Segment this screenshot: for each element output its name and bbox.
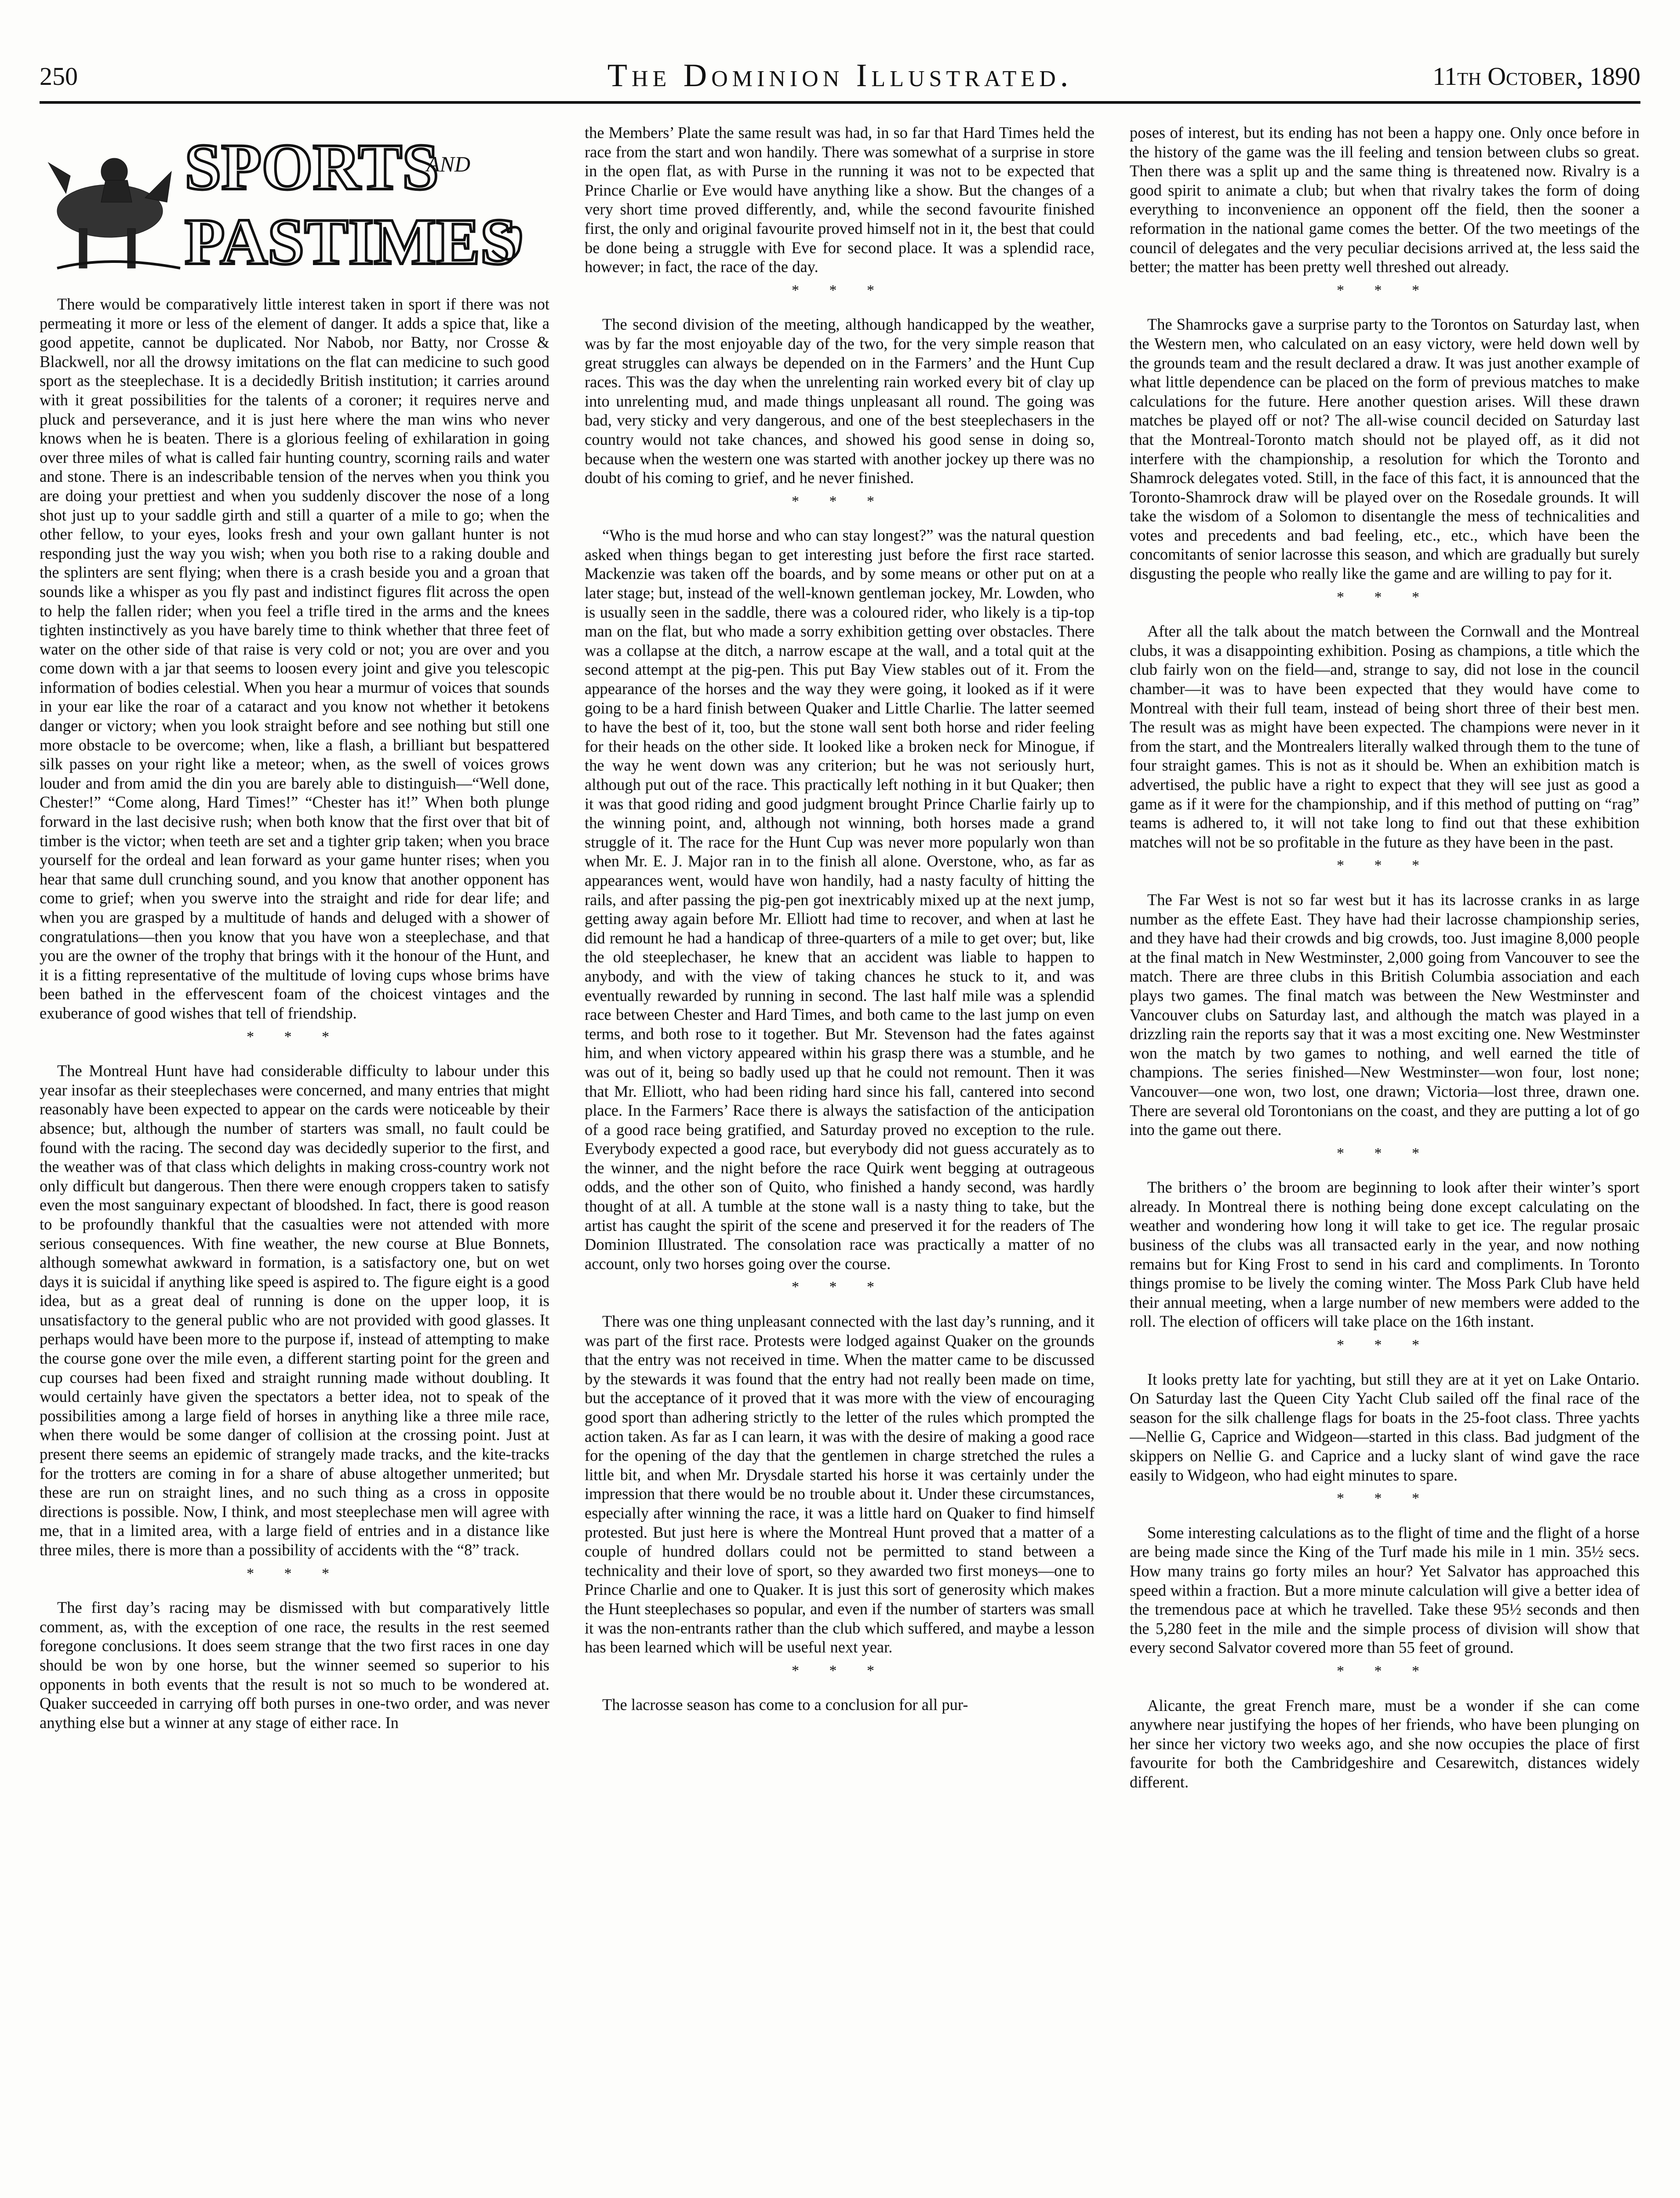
column-3 bbox=[1130, 123, 1640, 2198]
issue-date: 11th October, 1890 bbox=[1433, 62, 1640, 91]
column-2 bbox=[585, 123, 1095, 2198]
paragraph: poses of interest, but its ending has not been a happy one. Only once before in the history of the game was the ill feeling and tension between clubs so great. Then there was a split up and the same thing is threatened now. Rivalry is a good spirit to animate a club; but when that rivalry takes the form of doing everything to inconvenience an opponent off the field, then the sooner a reformation in the national game comes the better. Of the two meetings of the council of delegates and the very peculiar decisions arrived at, the less said the better; the matter has been pretty well threshed out already. bbox=[1130, 124, 1640, 276]
section-separator: * * * bbox=[1337, 1145, 1433, 1161]
section-separator: * * * bbox=[1337, 1337, 1433, 1354]
paragraph: Some interesting calculations as to the flight of time and the flight of a horse are being made since the King of the Turf made his mile in 1 min. 35½ secs. How many trains go forty miles an hour? Yet Salvator has approached this speed within a fraction. But a more minute calculation will give a better idea of the tremendous pace at which he travelled. Take these 95½ seconds and then the 5,280 feet in the mile and the simple process of division will show that every second Salvator covered more than 55 feet of ground. bbox=[1130, 1523, 1640, 1657]
section-separator: * * * bbox=[247, 1565, 342, 1582]
page-header bbox=[40, 53, 1640, 104]
paragraph: The lacrosse season has come to a conclusion for all pur- bbox=[602, 1696, 968, 1714]
headpiece-word-pastimes: PASTIMES bbox=[185, 205, 517, 278]
paragraph: Alicante, the great French mare, must be a wonder if she can come anywhere near justifying the hopes of her friends, who have been plunging on her since her victory two weeks ago, and she now occupies the place of first favourite for both the Cambridgeshire and Cesarewitch, distances widely different. bbox=[1130, 1696, 1640, 1791]
section-separator: * * * bbox=[792, 493, 887, 509]
section-separator: * * * bbox=[792, 282, 887, 298]
paragraph: The Shamrocks gave a surprise party to the Torontos on Saturday last, when the Western men, who calculated on an easy victory, were held down well by the grounds team and the result declared a draw. It was just another example of what little dependence can be placed on the form of previous matches to make calculations for the future. Here another question arises. Will these drawn matches be played off or not? The all-wise council decided on Saturday last that the Montreal-Toronto match should not be played off, as it did not interfere with the championship, a resolution for which the Toronto and Shamrock delegates voted. Still, in the face of this fact, it is announced that the Toronto-Shamrock draw will be played over on the Rosedale grounds. It will take the wisdom of a Solomon to disentangle the mess of technicalities and votes and precedents and bad feeling, etc., etc., which have been the concomitants of senior lacrosse this season, and which are gradually but surely disgusting the people who really like the game and are willing to pay for it. bbox=[1130, 315, 1640, 583]
column-1 bbox=[40, 123, 549, 2198]
section-separator: * * * bbox=[1337, 589, 1433, 605]
paragraph: After all the talk about the match between the Cornwall and the Montreal clubs, it was a disappointing exhibition. Posing as champions, a title which the club fairly won on the field—and, strange to say, did not lose in the council chamber—it was to have been expected that they would have come to Montreal with their full team, instead of being short three of their best men. The result was as might have been expected. The champions were never in it from the start, and the Montrealers literally walked through them to the tune of four straight games. This is not as it should be. When an exhibition match is advertised, the public have a right to expect that they will see just as good a game as if it were for the championship, and if this method of putting on “rag” teams is adhered to, it will not take long to find out that these exhibition matches will not be so profitable in the future as they have been in the past. bbox=[1130, 622, 1640, 851]
paragraph: There would be comparatively little interest taken in sport if there was not permeating it more or less of the element of danger. It adds a spice that, like a good appetite, cannot be duplicated. Nor Nabob, nor Batty, nor Crosse & Blackwell, nor all the drowsy imitations on the flat can medicine to such good sport as the steeplechase. It is a decidedly British institution; it carries around with it great possibilities for the talents of a coroner; it requires nerve and pluck and perseverance, and it is just here where the man wins who never knows when he is beaten. There is a glorious feeling of exhilaration in going over three miles of what is called fair hunting country, scorning rails and water and stone. There is an indescribable tension of the nerves when you think you are doing your prettiest and when you suddenly discover the nose of a long shot just up to your saddle girth and still a quarter of a mile to go; when the other fellow, to your eyes, looks fresh and your own gallant hunter is not responding just the way you wish; when you both rise to a raking double and the splinters are sent flying; when there is a crash beside you and a groan that sounds like a whisper as you fly past and indistinct figures flit across the open to help the fallen rider; when you feel a trifle tired in the arms and the knees tighten instinctively as you have barely time to think whether that three feet of water on the other side of that raise is very cold or not; you are over and you come down with a jar that seems to loosen every joint and give you telescopic information of bodies celestial. When you hear a murmur of voices that sounds in your ear like the roar of a cataract and you know not whether it betokens danger or victory; when you look straight before and see nothing but still one more obstacle to be overcome; when, like a flash, a brilliant but bespattered silk passes on your right like a meteor; when, as the swell of voices grows louder and from amid the din you are barely able to distinguish—“Well done, Chester!” “Come along, Hard Times!” “Chester has it!” When both plunge forward in the last decisive rush; when both know that the first over that bit of timber is the victor; when teeth are set and a tighter grip taken; when you brace yourself for the ordeal and lean forward as your game hunter rises; when you hear that same dull crunching sound, and you know that another opponent has come to grief; when you swerve into the straight and ride for dear life; and when you are grasped by a multitude of hands and deluged with a shower of congratulations—then you know that you have won a steeplechase, and that you are the owner of the trophy that brings with it the honour of the Hunt, and it is a fitting representative of the multitude of loving cups whose brims have been bathed in the effervescent foam of the choicest vintages and the exuberance of good wishes that tell of friendship. bbox=[40, 295, 549, 1022]
sports-pastimes-headpiece bbox=[40, 123, 549, 281]
paragraph: the Members’ Plate the same result was had, in so far that Hard Times held the race from the start and won handily. There was somewhat of a surprise in store in the open flat, as with Purse in the running it was not to be expected that Prince Charlie or Eve would have anything like a show. But the changes of a very short time proved differently, and, while the second favourite finished first, the only and original favourite proved himself not in it, the best that could be done being a struggle with Eve for second place. It was a splendid race, however; in fact, the race of the day. bbox=[585, 124, 1095, 276]
paragraph: There was one thing unpleasant connected with the last day’s running, and it was part of the first race. Protests were lodged against Quaker on the grounds that the entry was not received in time. When the matter came to be discussed by the stewards it was found that the entry had not really been made on time, but the acceptance of it proved that it was more with the view of encouraging good sport than adhering strictly to the letter of the rules which prompted the action taken. As far as I can learn, it was with the desire of making a good race for the opening of the day that the gentlemen in charge stretched the rules a little bit, and when Mr. Drysdale started his horse it was certainly under the impression that there would be no trouble about it. Under these circumstances, especially after winning the race, it was a little hard on Quaker to find himself protested. But just here is where the Montreal Hunt proved that a matter of a couple of hundred dollars could not be permitted to stand between a technicality and their love of sport, so they awarded two first moneys—one to Prince Charlie and one to Quaker. It is just this sort of generosity which makes the Hunt steeplechases so popular, and even if the number of starters was small it was the non-entrants rather than the club which suffered, and maybe a lesson has been learned which will be useful next year. bbox=[585, 1312, 1095, 1656]
paragraph: The first day’s racing may be dismissed with but comparatively little comment, as, with the exception of one race, the results in the rest seemed foregone conclusions. It does seem strange that the two first races in one day should be won by one horse, but the winner seemed so superior to his opponents in both events that the result is not so much to be wondered at. Quaker succeeded in carrying off both purses in one-two order, and was never anything else but a winner at any stage of either race. In bbox=[40, 1598, 549, 1732]
section-separator: * * * bbox=[792, 1662, 887, 1679]
section-separator: * * * bbox=[1337, 1490, 1433, 1507]
paragraph: It looks pretty late for yachting, but still they are at it yet on Lake Ontario. On Saturday last the Queen City Yacht Club sailed off the final race of the season for the silk challenge flags for boats in the 25-foot class. Three yachts—Nellie G, Caprice and Widgeon—started in this class. Bad judgment of the skippers on Nellie G. and Caprice and a lucky slant of wind gave the race easily to Widgeon, who had eight minutes to spare. bbox=[1130, 1370, 1640, 1484]
paragraph: “Who is the mud horse and who can stay longest?” was the natural question asked when things began to get interesting just before the first race started. Mackenzie was taken off the boards, and by some means or other put on at a later stage; but, instead of the well-known gentleman jockey, Mr. Lowden, who is usually seen in the saddle, there was a coloured rider, who likely is a tip-top man on the flat, but who made a sorry exhibition getting over obstacles. There was a collapse at the ditch, a narrow escape at the wall, and a total quit at the second attempt at the pig-pen. This put Bay View stables out of it. From the appearance of the horses and the way they were going, it looked as if it were going to be a hard finish between Quaker and Little Charlie. The latter seemed to have the best of it, too, but the stone wall sent both horse and rider feeling for their heads on the other side. It looked like a broken neck for Minogue, if the way he went down was any criterion; but he was not seriously hurt, although put out of the race. This practically left nothing in it but Quaker; then it was that good riding and good judgment brought Prince Charlie fairly up to the winning point, and, although not winning, both horses made a grand struggle of it. The race for the Hunt Cup was never more popularly won than when Mr. E. J. Major ran in to the finish all alone. Overstone, who, as far as appearances went, would have won handily, had a nasty faculty of hitting the rails, and after passing the pig-pen got inextricably mixed up at the next jump, getting away again before Mr. Elliott had time to recover, and when at last he did remount he had a handicap of three-quarters of a mile to get over; but, like the old steeplechaser, he knew that an accident was liable to happen to anybody, and with the view of taking chances he stuck to it, and was eventually rewarded by running in second. The last half mile was a splendid race between Chester and Hard Times, and both came to the last jump on even terms, and both rose to it together. But Mr. Stevenson had the fates against him, and when victory appeared within his grasp there was a stumble, and he was out of it, being so badly used up that he could not remount. Then it was that Mr. Elliott, who had been riding hard since his fall, cantered into second place. In the Farmers’ Race there is always the satisfaction of the anticipation of a good race being gratified, and Saturday proved no exception to the rule. Everybody expected a good race, but everybody did not guess accurately as to the winner, and the night before the race Quirk went begging at outrageous odds, and the other son of Quito, who finished a handy second, was hardly thought of at all. A tumble at the stone wall is a nasty thing to take, but the artist has caught the spirit of the scene and preserved it for the readers of The Dominion Illustrated. The consolation race was practically a matter of no account, only two horses going over the course. bbox=[585, 526, 1095, 1273]
paragraph: The Far West is not so far west but it has its lacrosse cranks in as large number as the effete East. They have had their lacrosse championship series, and they have had their crowds and big crowds, too. Just imagine 8,000 people at the final match in New Westminster, 2,000 going from Vancouver to see the match. There are three clubs in this British Columbia association and each plays two games. The final match was between the New Westminster and Vancouver clubs on Saturday last, and although the match was played in a drizzling rain the reports say that it was a most exciting one. New Westminster won the match by two games to nothing, and well earned the title of champions. The series finished—New Westminster—won four, lost none; Vancouver—one won, two lost, one drawn; Victoria—lost three, drawn one. There are several old Torontonians on the coast, and they are putting a lot of go into the game out there. bbox=[1130, 890, 1640, 1139]
section-separator: * * * bbox=[1337, 1663, 1433, 1679]
page-number: 250 bbox=[40, 62, 78, 91]
section-separator: * * * bbox=[792, 1279, 887, 1296]
paragraph: The second division of the meeting, although handicapped by the weather, was by far the most enjoyable day of the two, for the very simple reason that great struggles can always be depended on in the Farmers’ and the Hunt Cup races. This was the day when the unrelenting rain worked every bit of clay up into unrelenting mud, and made things unpleasant all round. The going was bad, very sticky and very dangerous, and one of the best steeplechasers in the country would not take chances, and showed his good sense in doing so, because when the western one was started with another jockey up there was no doubt of his coming to grief, and he never finished. bbox=[585, 315, 1095, 487]
section-separator: * * * bbox=[1337, 857, 1433, 874]
horse-rider-illustration-icon bbox=[48, 158, 180, 268]
headpiece-word-sports: SPORTS bbox=[185, 131, 439, 204]
headpiece-word-and: AND bbox=[426, 152, 470, 176]
paragraph: The brithers o’ the broom are beginning to look after their winter’s sport already. In Montreal there is nothing being done except calculating on the weather and wondering how long it will take to get ice. The regular prosaic business of the clubs was all transacted early in the year, and now nothing remains but for King Frost to send in his card and compliments. In Toronto things promise to be lively the coming winter. The Moss Park Club have held their annual meeting, when a large number of new members were added to the roll. The election of officers will take place on the 16th instant. bbox=[1130, 1178, 1640, 1331]
paragraph: The Montreal Hunt have had considerable difficulty to labour under this year insofar as their steeplechases were concerned, and many entries that might reasonably have been expected to appear on the cards were noticeable by their absence; but, although the number of starters was small, no fault could be found with the racing. The second day was decidedly superior to the first, and the weather was of that class which delights in making cross-country work not only difficult but dangerous. Then there were enough croppers taken to satisfy even the most sanguinary expectant of bloodshed. In fact, there is good reason to be profoundly thankful that the casualties were not attended with more serious consequences. With fine weather, the new course at Blue Bonnets, although somewhat awkward in formation, is a satisfactory one, but on wet days it is suicidal if anything like speed is aspired to. The figure eight is a good idea, but as a great deal of running is done on the upper loop, it is unsatisfactory to the general public who are not provided with good glasses. It perhaps would have been more to the purpose if, instead of attempting to make the course gone over the mile even, a different starting point for the green and cup courses had been fixed and straight running made without doubling. It would certainly have given the spectators a better idea, not to speak of the possibilities among a large field of horses in anything like a three mile race, when there would be some danger of collision at the crossing point. Just at present there seems an epidemic of strangely made tracks, and the kite-tracks for the trotters are coming in for a share of abuse altogether unmerited; but these are run on straight lines, and no such thing as a cross in opposite directions is possible. Now, I think, and most steeplechase men will agree with me, that in a limited area, with a large field of entries and in a distance like three miles, there is more than a possibility of accidents with the “8” track. bbox=[40, 1062, 549, 1559]
section-separator: * * * bbox=[1337, 282, 1433, 298]
journal-title: The Dominion Illustrated. bbox=[607, 58, 1073, 94]
section-separator: * * * bbox=[247, 1028, 342, 1045]
